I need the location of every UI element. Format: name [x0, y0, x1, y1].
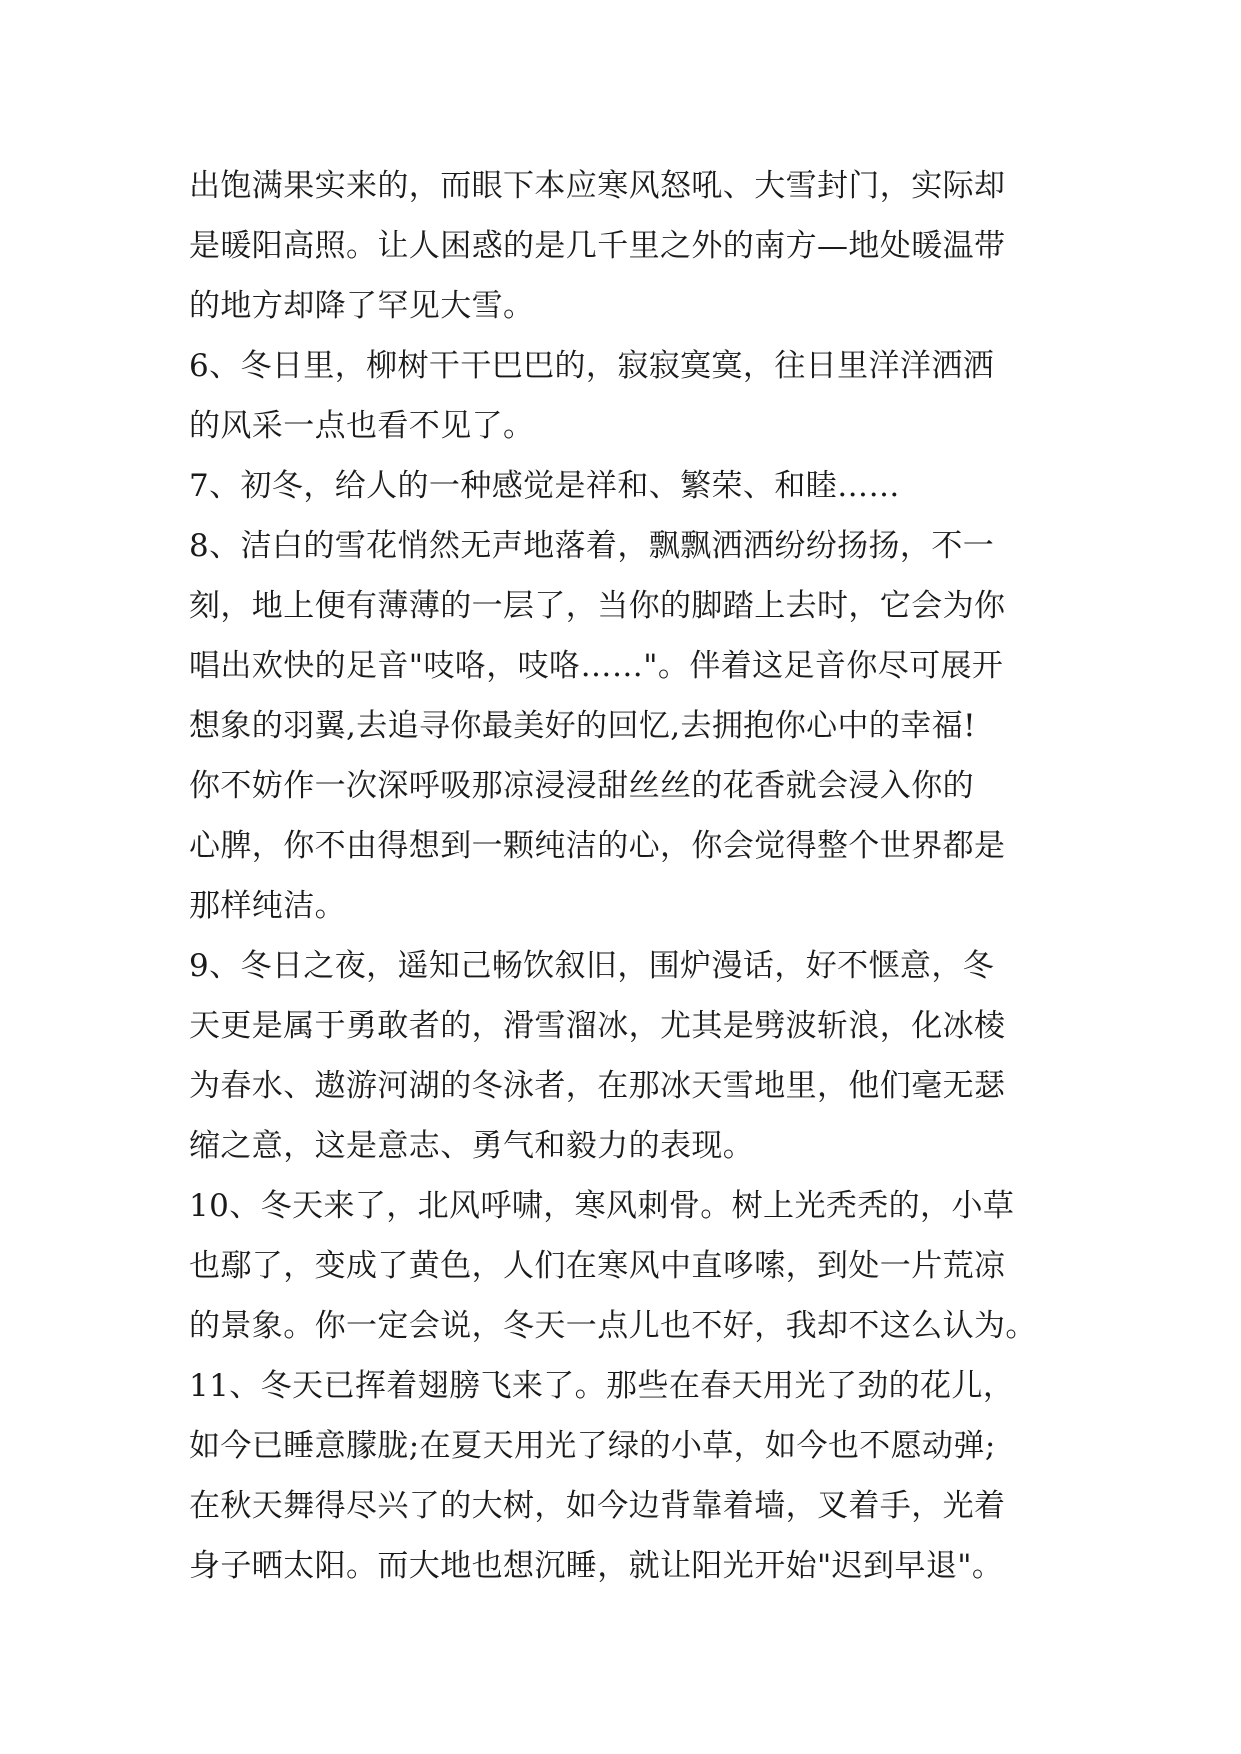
text-line: 是暖阳高照。让人困惑的是几千里之外的南方—地处暖温带	[189, 228, 1006, 264]
text-line: 的地方却降了罕见大雪。	[189, 288, 535, 324]
text-line: 的景象。你一定会说，冬天一点儿也不好，我却不这么认为。	[189, 1308, 1037, 1344]
text-line: 9、冬日之夜，遥知己畅饮叙旧，围炉漫话，好不惬意，冬	[189, 948, 995, 984]
text-line: 在秋天舞得尽兴了的大树，如今边背靠着墙，叉着手，光着	[189, 1488, 1006, 1524]
text-line: 刻，地上便有薄薄的一层了，当你的脚踏上去时，它会为你	[189, 588, 1006, 624]
text-line: 缩之意，这是意志、勇气和毅力的表现。	[189, 1128, 755, 1164]
text-line: 为春水、遨游河湖的冬泳者，在那冰天雪地里，他们毫无瑟	[189, 1068, 1006, 1104]
text-line: 那样纯洁。	[189, 888, 346, 924]
text-line: 也鄢了，变成了黄色，人们在寒风中直哆嗦，到处一片荒凉	[189, 1248, 1006, 1284]
text-line: 10、冬天来了，北风呼啸，寒风刺骨。树上光秃秃的，小草	[189, 1188, 1015, 1224]
text-line: 身子晒太阳。而大地也想沉睡，就让阳光开始"迟到早退"。	[189, 1548, 1004, 1584]
text-line: 如今已睡意朦胧;在夏天用光了绿的小草，如今也不愿动弹;	[189, 1428, 996, 1464]
text-line: 7、初冬，给人的一种感觉是祥和、繁荣、和睦……	[189, 468, 900, 504]
text-line: 天更是属于勇敢者的，滑雪溜冰，尤其是劈波斩浪，化冰棱	[189, 1008, 1006, 1044]
text-line: 出饱满果实来的，而眼下本应寒风怒吼、大雪封门，实际却	[189, 168, 1006, 204]
text-line: 想象的羽翼,去追寻你最美好的回忆,去拥抱你心中的幸福!	[189, 708, 976, 744]
text-line: 的风采一点也看不见了。	[189, 408, 535, 444]
text-line: 8、洁白的雪花悄然无声地落着，飘飘洒洒纷纷扬扬，不一	[189, 528, 995, 564]
text-line: 6、冬日里，柳树干干巴巴的，寂寂寞寞，往日里洋洋洒洒	[189, 348, 995, 384]
text-line: 心脾，你不由得想到一颗纯洁的心，你会觉得整个世界都是	[189, 828, 1006, 864]
text-line: 11、冬天已挥着翅膀飞来了。那些在春天用光了劲的花儿，	[189, 1368, 1015, 1404]
text-line: 唱出欢快的足音"吱咯，吱咯……"。伴着这足音你尽可展开	[189, 648, 1004, 684]
text-line: 你不妨作一次深呼吸那凉浸浸甜丝丝的花香就会浸入你的	[189, 768, 974, 804]
